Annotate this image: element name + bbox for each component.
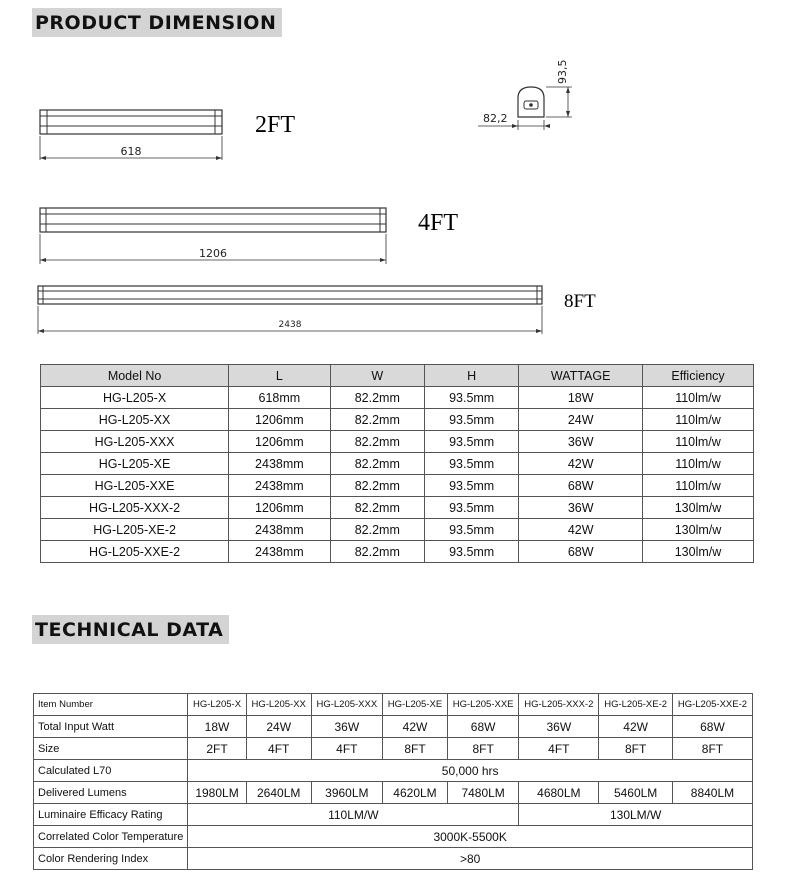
size-cell: 8FT <box>599 738 673 760</box>
model-cell: HG-L205-XXX-2 <box>519 694 599 716</box>
label-size: Size <box>34 738 188 760</box>
table-row <box>41 475 754 497</box>
table-cell: 42W <box>519 453 643 475</box>
lumens-cell: 5460LM <box>599 782 673 804</box>
table-cell: 82.2mm <box>330 519 424 541</box>
table-row <box>41 387 754 409</box>
lumens-cell: 3960LM <box>311 782 382 804</box>
label-cct: Correlated Color Temperature <box>34 826 188 848</box>
col-efficiency: Efficiency <box>643 365 754 387</box>
table-cell: 2438mm <box>229 475 330 497</box>
table-cell: 82.2mm <box>330 497 424 519</box>
table-cell: 82.2mm <box>330 409 424 431</box>
table-cell: HG-L205-XE <box>41 453 229 475</box>
table-cell: 93.5mm <box>424 475 518 497</box>
col-model-no: Model No <box>41 365 229 387</box>
watt-cell: 42W <box>599 716 673 738</box>
product-table-body <box>41 387 754 563</box>
table-cell: 130lm/w <box>643 519 754 541</box>
table-cell: 110lm/w <box>643 453 754 475</box>
table-cell: 1206mm <box>229 409 330 431</box>
table-cell: 82.2mm <box>330 541 424 563</box>
table-row <box>41 541 754 563</box>
table-cell: HG-L205-X <box>41 387 229 409</box>
size-cell: 4FT <box>311 738 382 760</box>
watt-cell: 68W <box>672 716 752 738</box>
col-wattage: WATTAGE <box>519 365 643 387</box>
col-width: W <box>330 365 424 387</box>
dimension-drawings <box>0 0 800 360</box>
lumens-cell: 4620LM <box>383 782 448 804</box>
drawing-profile <box>478 60 572 131</box>
watt-cell: 68W <box>447 716 518 738</box>
table-cell: HG-L205-XXE <box>41 475 229 497</box>
size-cell: 4FT <box>246 738 311 760</box>
table-cell: 93.5mm <box>424 409 518 431</box>
table-cell: 36W <box>519 497 643 519</box>
table-cell: 618mm <box>229 387 330 409</box>
table-row <box>41 453 754 475</box>
table-cell: 1206mm <box>229 497 330 519</box>
row-cri <box>34 848 753 870</box>
model-cell: HG-L205-XXE-2 <box>672 694 752 716</box>
table-cell: HG-L205-XXE-2 <box>41 541 229 563</box>
table-cell: 24W <box>519 409 643 431</box>
table-cell: 68W <box>519 475 643 497</box>
drawing-8ft <box>38 286 596 334</box>
table-cell: 110lm/w <box>643 387 754 409</box>
drawing-4ft <box>40 208 458 264</box>
table-cell: 93.5mm <box>424 497 518 519</box>
label-2ft: 2FT <box>255 112 296 138</box>
table-cell: 110lm/w <box>643 409 754 431</box>
drawing-2ft <box>40 110 295 160</box>
table-cell: 93.5mm <box>424 519 518 541</box>
table-cell: 82.2mm <box>330 475 424 497</box>
lumens-cell: 7480LM <box>447 782 518 804</box>
model-cell: HG-L205-XX <box>246 694 311 716</box>
table-cell: 130lm/w <box>643 541 754 563</box>
table-cell: 93.5mm <box>424 431 518 453</box>
model-cell: HG-L205-X <box>188 694 246 716</box>
model-cell: HG-L205-XXX <box>311 694 382 716</box>
cct-value: 3000K-5500K <box>188 826 753 848</box>
table-cell: 110lm/w <box>643 475 754 497</box>
product-dimension-title: PRODUCT DIMENSION <box>32 8 282 37</box>
table-cell: 93.5mm <box>424 387 518 409</box>
cri-value: >80 <box>188 848 753 870</box>
row-cct <box>34 826 753 848</box>
table-cell: 1206mm <box>229 431 330 453</box>
dim-2ft-length: 618 <box>120 145 142 158</box>
table-header-row <box>41 365 754 387</box>
table-row <box>41 431 754 453</box>
lumens-cell: 2640LM <box>246 782 311 804</box>
watt-cell: 24W <box>246 716 311 738</box>
table-row <box>41 519 754 541</box>
table-cell: 110lm/w <box>643 431 754 453</box>
table-row <box>41 409 754 431</box>
col-length: L <box>229 365 330 387</box>
watt-cell: 18W <box>188 716 246 738</box>
size-cell: 8FT <box>447 738 518 760</box>
table-cell: HG-L205-XX <box>41 409 229 431</box>
size-cell: 8FT <box>383 738 448 760</box>
label-lumens: Delivered Lumens <box>34 782 188 804</box>
label-item-number: Item Number <box>34 694 188 716</box>
dim-profile-height: 93,5 <box>556 59 569 84</box>
table-cell: HG-L205-XXX <box>41 431 229 453</box>
table-cell: 130lm/w <box>643 497 754 519</box>
table-cell: 2438mm <box>229 519 330 541</box>
watt-cell: 36W <box>311 716 382 738</box>
label-efficacy: Luminaire Efficacy Rating <box>34 804 188 826</box>
row-lumens <box>34 782 753 804</box>
table-cell: HG-L205-XXX-2 <box>41 497 229 519</box>
l70-value: 50,000 hrs <box>188 760 753 782</box>
table-cell: 36W <box>519 431 643 453</box>
col-height: H <box>424 365 518 387</box>
table-cell: HG-L205-XE-2 <box>41 519 229 541</box>
row-input-watt <box>34 716 753 738</box>
table-cell: 82.2mm <box>330 387 424 409</box>
table-cell: 93.5mm <box>424 453 518 475</box>
label-cri: Color Rendering Index <box>34 848 188 870</box>
model-cell: HG-L205-XE-2 <box>599 694 673 716</box>
technical-data-title: TECHNICAL DATA <box>32 615 229 644</box>
label-8ft: 8FT <box>564 291 596 312</box>
efficacy-value-b: 130LM/W <box>519 804 753 826</box>
row-l70 <box>34 760 753 782</box>
row-item-number <box>34 694 753 716</box>
size-cell: 8FT <box>672 738 752 760</box>
lumens-cell: 4680LM <box>519 782 599 804</box>
label-4ft: 4FT <box>418 210 459 236</box>
table-cell: 18W <box>519 387 643 409</box>
row-efficacy <box>34 804 753 826</box>
dim-8ft-length: 2438 <box>278 320 302 330</box>
table-cell: 2438mm <box>229 453 330 475</box>
table-cell: 82.2mm <box>330 431 424 453</box>
model-cell: HG-L205-XE <box>383 694 448 716</box>
watt-cell: 42W <box>383 716 448 738</box>
table-cell: 82.2mm <box>330 453 424 475</box>
table-cell: 42W <box>519 519 643 541</box>
table-cell: 93.5mm <box>424 541 518 563</box>
size-cell: 4FT <box>519 738 599 760</box>
lumens-cell: 1980LM <box>188 782 246 804</box>
dim-4ft-length: 1206 <box>199 247 227 260</box>
technical-data-table <box>33 693 753 870</box>
table-cell: 68W <box>519 541 643 563</box>
efficacy-value-a: 110LM/W <box>188 804 519 826</box>
product-dimension-table <box>40 364 754 563</box>
table-row <box>41 497 754 519</box>
size-cell: 2FT <box>188 738 246 760</box>
model-cell: HG-L205-XXE <box>447 694 518 716</box>
label-l70: Calculated L70 <box>34 760 188 782</box>
row-size <box>34 738 753 760</box>
dim-profile-width: 82,2 <box>483 112 508 125</box>
table-cell: 2438mm <box>229 541 330 563</box>
lumens-cell: 8840LM <box>672 782 752 804</box>
watt-cell: 36W <box>519 716 599 738</box>
label-input-watt: Total Input Watt <box>34 716 188 738</box>
